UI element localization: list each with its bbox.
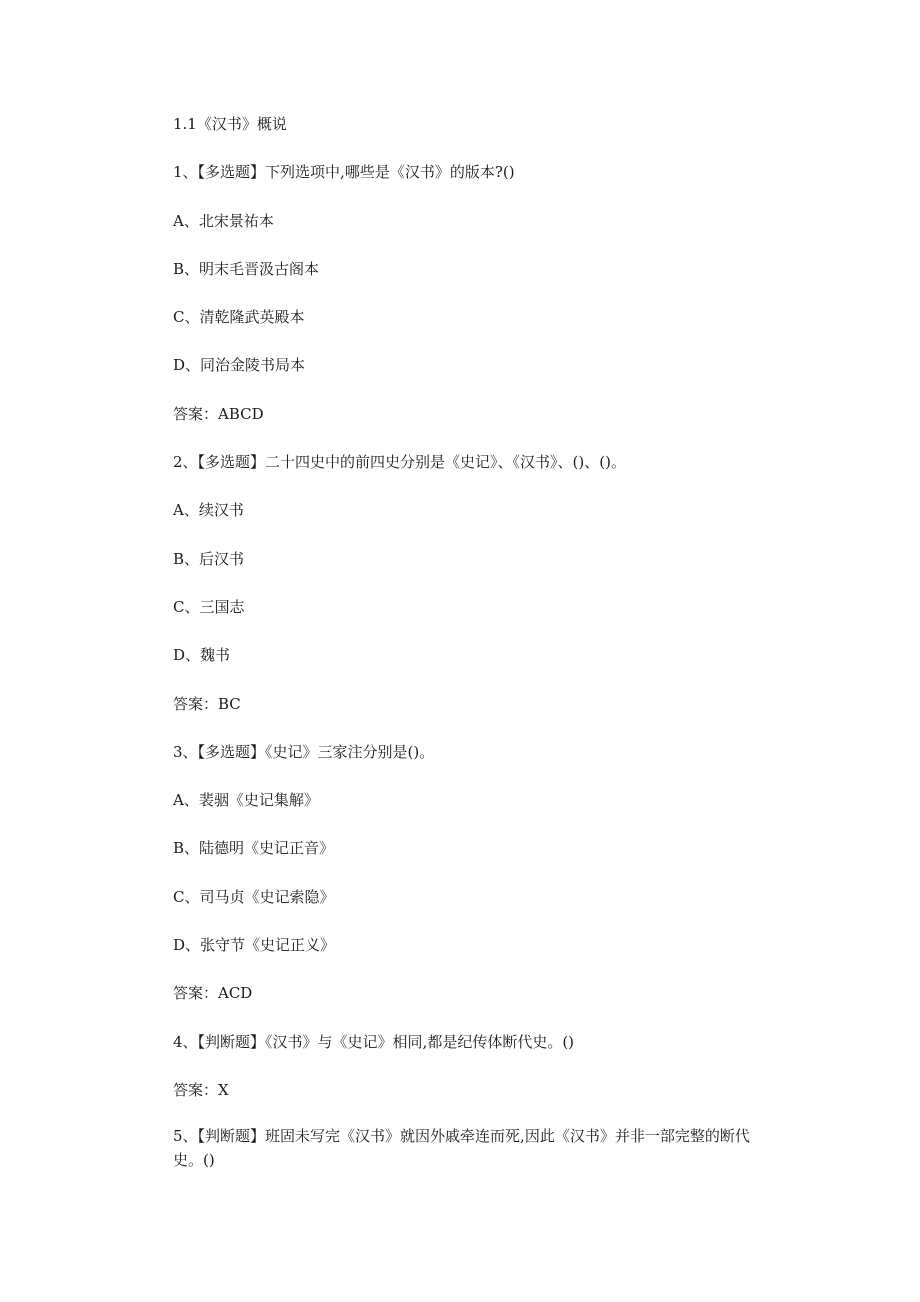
question-3-option-a: A、裴骃《史记集解》 xyxy=(173,791,319,810)
question-1-option-c: C、清乾隆武英殿本 xyxy=(173,308,305,327)
question-2-option-c: C、三国志 xyxy=(173,597,245,616)
question-4-answer: 答案：X xyxy=(173,1080,229,1099)
question-3-answer: 答案：ACD xyxy=(173,984,253,1003)
question-1-text: 1、【多选题】下列选项中,哪些是《汉书》的版本?() xyxy=(173,163,515,182)
document-page xyxy=(173,110,773,1193)
question-2-answer: 答案：BC xyxy=(173,694,241,713)
question-3-text: 3、【多选题】《史记》三家注分别是()。 xyxy=(173,742,435,761)
section-title: 1.1《汉书》概说 xyxy=(173,115,287,133)
question-1-option-d: D、同治金陵书局本 xyxy=(173,356,306,375)
question-1-answer: 答案：ABCD xyxy=(173,404,264,423)
question-2-option-a: A、续汉书 xyxy=(173,501,244,520)
question-2-option-d: D、魏书 xyxy=(173,646,231,665)
question-3-option-c: C、司马贞《史记索隐》 xyxy=(173,887,335,906)
question-4-text: 4、【判断题】《汉书》与《史记》相同,都是纪传体断代史。() xyxy=(173,1032,575,1051)
question-2-option-b: B、后汉书 xyxy=(173,549,245,568)
question-3-option-b: B、陆德明《史记正音》 xyxy=(173,839,335,858)
question-1-option-b: B、明末毛晋汲古阁本 xyxy=(173,259,320,278)
question-3-option-d: D、张守节《史记正义》 xyxy=(173,936,336,955)
question-1-option-a: A、北宋景祐本 xyxy=(173,211,274,230)
question-5-text: 5、【判断题】班固未写完《汉书》就因外戚牵连而死,因此《汉书》并非一部完整的断代史。() xyxy=(173,1127,750,1170)
question-2-text: 2、【多选题】二十四史中的前四史分别是《史记》、《汉书》、()、()。 xyxy=(173,453,626,472)
